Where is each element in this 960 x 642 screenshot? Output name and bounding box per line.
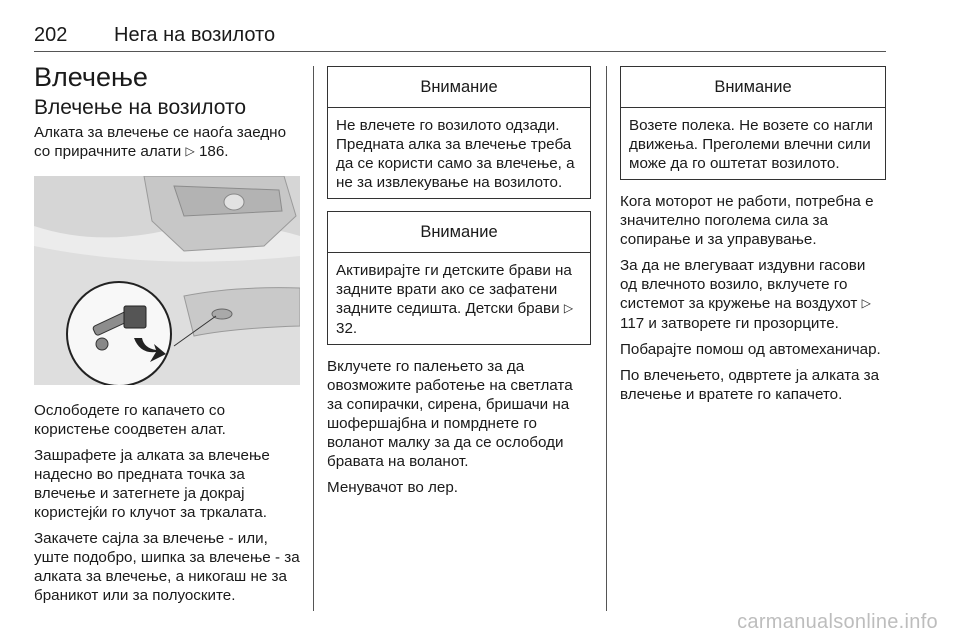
intro-paragraph: Алката за влечење се наоѓа заедно со прирачните алати ▷ 186. [34,124,287,160]
triangle-arrow-icon: ▷ [563,301,574,315]
warning-text: Не влечете го возилото одзади. Предната алка за влечење треба да се користи само за влечење, а не за извлекување на возилото. [336,117,575,191]
body-paragraph: Менувачот во лер. [327,479,458,496]
warning-box [327,211,591,345]
body-paragraph: По влечењето, одвртете ја алката за влечење и вратете го капачето. [620,367,880,403]
body-paragraph: Ослободете го капачето со користење соодветен алат. [34,402,226,438]
body-paragraph: Побарајте помош од автомеханичар. [620,341,881,358]
header-rule [34,51,886,52]
page-ref[interactable]: 186. [198,143,229,160]
warning-title: Внимание [621,67,885,108]
column-1 [34,62,300,612]
body-paragraph: За да не влегуваат издувни гасови од влечното возило, вклучете го системот за кружење на воздухот ▷ 117 и затворете ги прозорците. [620,257,871,332]
triangle-arrow-icon: ▷ [861,296,871,310]
subsection-heading: Влечење на возилото [34,96,247,119]
chapter-title: Нега на возилото [114,24,276,46]
body-paragraph: Закачете сајла за влечење - или, уште подобро, шипка за влечење - за алката за влечење, а никогаш не за браникот или за полуоските. [34,530,300,604]
warning-text: Возете полека. Не возете со нагли движења. Преголеми влечни сили може да го оштетат возилото. [629,117,873,172]
illustration-svg [34,176,300,385]
watermark: carmanualsonline.info [737,611,938,633]
warning-box [620,66,886,180]
warning-box [327,66,591,199]
warning-title: Внимание [328,67,590,108]
page-ref[interactable]: 117 и затворете ги прозорците. [620,315,839,332]
body-paragraph: Вклучете го палењето за да овозможите работење на светлата за сопирачки, сирена, бришачи на шофершајбна и помрднете го воланот малку за да се ослободи бравата на воланот. [327,358,573,470]
triangle-arrow-icon: ▷ [185,144,195,158]
column-3 [620,66,886,411]
page-header [34,24,886,54]
tow-eye-illustration [34,176,300,385]
section-heading: Влечење [34,62,148,92]
body-paragraph: Кога моторот не работи, потребна е значително поголема сила за сопирање и за управување. [620,193,874,248]
column-divider [313,66,314,611]
column-divider [606,66,607,611]
warning-title: Внимание [328,212,590,253]
column-2 [327,66,591,504]
page-number: 202 [34,24,68,46]
warning-text: Активирајте ги детските брави на задните врати ако се зафатени задните седишта. Детски брави ▷ 32. [336,262,574,337]
page-ref[interactable]: 32. [336,320,358,337]
body-paragraph: Зашрафете ја алката за влечење надесно во предната точка за влечење и затегнете ја докрај користејќи го клучот за тркалата. [34,447,270,521]
